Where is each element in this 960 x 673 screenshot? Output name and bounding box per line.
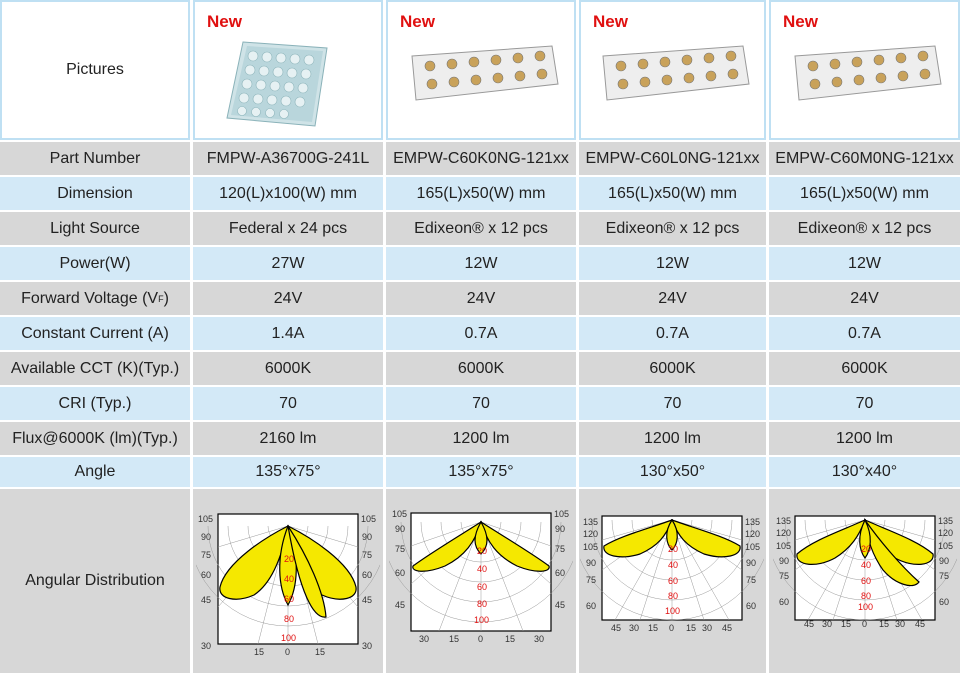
new-badge: New	[207, 12, 242, 31]
cct-value: 6000K	[386, 352, 576, 385]
row-label-cct: Available CCT (K)(Typ.)	[0, 352, 190, 385]
flux-value: 1200 lm	[769, 422, 960, 455]
picture-cell-3	[579, 0, 766, 140]
row-label-angular-distribution: Angular Distribution	[0, 489, 190, 673]
radial-label: 80	[668, 591, 679, 601]
radial-label: 40	[284, 574, 295, 584]
light-source-value: Federal x 24 pcs	[193, 212, 383, 245]
axis-label-right: 45	[555, 600, 566, 610]
dimension-value: 120(L)x100(W) mm	[193, 177, 383, 210]
axis-label-right: 75	[939, 571, 950, 581]
axis-label-left: 75	[779, 571, 790, 581]
axis-label-right: 135	[745, 517, 761, 527]
row-label-cri: CRI (Typ.)	[0, 387, 190, 420]
radial-label: 40	[477, 564, 488, 574]
radial-label: 80	[861, 591, 872, 601]
axis-label-left: 75	[395, 544, 406, 554]
axis-label-right: 30	[362, 641, 373, 651]
angle-value: 135°x75°	[193, 457, 383, 487]
light-source-value: Edixeon® x 12 pcs	[579, 212, 766, 245]
radial-label: 60	[477, 582, 488, 592]
axis-label-bottom: 45	[611, 623, 622, 633]
axis-label-bottom: 15	[254, 647, 265, 657]
axis-label-bottom: 0	[669, 623, 675, 633]
forward-voltage-label-sub: F	[158, 293, 164, 304]
angular-distribution-chart-4	[773, 510, 957, 640]
pictures-label-cell	[0, 0, 190, 140]
part-number-value: EMPW-C60L0NG-121xx	[579, 142, 766, 175]
cct-value: 6000K	[579, 352, 766, 385]
axis-label-right: 105	[938, 541, 954, 551]
angle-value: 135°x75°	[386, 457, 576, 487]
power-value: 12W	[386, 247, 576, 280]
axis-label-right: 60	[746, 601, 757, 611]
row-label-constant-current: Constant Current (A)	[0, 317, 190, 350]
radial-label: 20	[668, 544, 679, 554]
radial-label: 20	[284, 554, 295, 564]
axis-label-bottom: 30	[702, 623, 713, 633]
radial-label: 40	[668, 560, 679, 570]
product-image-strip-module	[785, 44, 945, 104]
axis-label-bottom: 0	[285, 647, 291, 657]
picture-cell-2	[386, 0, 576, 140]
forward-voltage-value: 24V	[386, 282, 576, 315]
axis-label-right: 75	[555, 544, 566, 554]
new-badge: New	[593, 12, 628, 31]
row-label-light-source: Light Source	[0, 212, 190, 245]
axis-label-left: 90	[779, 556, 790, 566]
axis-label-right: 75	[746, 575, 757, 585]
radial-label: 20	[861, 544, 872, 554]
forward-voltage-label-prefix: Forward Voltage (V	[21, 289, 159, 307]
axis-label-right: 105	[745, 542, 761, 552]
constant-current-value: 1.4A	[193, 317, 383, 350]
forward-voltage-value: 24V	[193, 282, 383, 315]
angle-value: 130°x40°	[769, 457, 960, 487]
axis-label-left: 105	[583, 542, 599, 552]
axis-label-right: 45	[362, 595, 373, 605]
radial-label: 100	[474, 615, 490, 625]
product-image-strip-module	[593, 44, 753, 104]
new-badge: New	[400, 12, 435, 31]
axis-label-bottom: 0	[478, 634, 484, 644]
axis-label-left: 90	[201, 532, 212, 542]
axis-label-right: 60	[939, 597, 950, 607]
axis-label-right: 90	[939, 556, 950, 566]
row-label-flux: Flux@6000K (lm)(Typ.)	[0, 422, 190, 455]
axis-label-left: 45	[395, 600, 406, 610]
axis-label-right: 120	[745, 529, 761, 539]
axis-label-left: 75	[586, 575, 597, 585]
radial-label: 60	[861, 576, 872, 586]
axis-label-right: 60	[555, 568, 566, 578]
angle-value: 130°x50°	[579, 457, 766, 487]
axis-label-bottom: 30	[534, 634, 545, 644]
product-image-square-module	[223, 38, 333, 130]
constant-current-value: 0.7A	[386, 317, 576, 350]
cri-value: 70	[579, 387, 766, 420]
axis-label-left: 75	[201, 550, 212, 560]
axis-label-left: 45	[201, 595, 212, 605]
row-label-dimension: Dimension	[0, 177, 190, 210]
axis-label-left: 105	[776, 541, 792, 551]
flux-value: 1200 lm	[579, 422, 766, 455]
angular-distribution-chart-3	[580, 510, 764, 640]
row-label-part-number: Part Number	[0, 142, 190, 175]
axis-label-right: 135	[938, 516, 954, 526]
radial-label: 20	[477, 546, 488, 556]
axis-label-bottom: 0	[862, 619, 868, 629]
axis-label-bottom: 30	[419, 634, 430, 644]
axis-label-right: 105	[361, 514, 377, 524]
row-label-forward-voltage	[0, 282, 190, 315]
axis-label-right: 60	[362, 570, 373, 580]
axis-label-right: 105	[554, 509, 570, 519]
part-number-value: EMPW-C60K0NG-121xx	[386, 142, 576, 175]
light-source-value: Edixeon® x 12 pcs	[386, 212, 576, 245]
radial-label: 60	[284, 594, 295, 604]
cct-value: 6000K	[769, 352, 960, 385]
power-value: 27W	[193, 247, 383, 280]
axis-label-left: 60	[201, 570, 212, 580]
cri-value: 70	[193, 387, 383, 420]
flux-value: 1200 lm	[386, 422, 576, 455]
row-label-angle: Angle	[0, 457, 190, 487]
axis-label-bottom: 45	[804, 619, 815, 629]
axis-label-bottom: 30	[895, 619, 906, 629]
picture-cell-1	[193, 0, 383, 140]
axis-label-bottom: 15	[686, 623, 697, 633]
axis-label-bottom: 15	[879, 619, 890, 629]
axis-label-bottom: 15	[841, 619, 852, 629]
axis-label-right: 120	[938, 528, 954, 538]
axis-label-left: 60	[395, 568, 406, 578]
radial-label: 80	[477, 599, 488, 609]
radial-label: 100	[858, 602, 874, 612]
radial-label: 60	[668, 576, 679, 586]
forward-voltage-value: 24V	[769, 282, 960, 315]
part-number-value: EMPW-C60M0NG-121xx	[769, 142, 960, 175]
power-value: 12W	[769, 247, 960, 280]
axis-label-bottom: 15	[449, 634, 460, 644]
cct-value: 6000K	[193, 352, 383, 385]
row-label-power: Power(W)	[0, 247, 190, 280]
axis-label-left: 30	[201, 641, 212, 651]
picture-cell-4	[769, 0, 960, 140]
forward-voltage-value: 24V	[579, 282, 766, 315]
axis-label-left: 135	[583, 517, 599, 527]
axis-label-bottom: 15	[505, 634, 516, 644]
product-image-strip-module	[402, 44, 562, 104]
constant-current-value: 0.7A	[769, 317, 960, 350]
light-source-value: Edixeon® x 12 pcs	[769, 212, 960, 245]
constant-current-value: 0.7A	[579, 317, 766, 350]
axis-label-left: 90	[395, 524, 406, 534]
axis-label-bottom: 45	[915, 619, 926, 629]
axis-label-bottom: 30	[629, 623, 640, 633]
axis-label-left: 60	[779, 597, 790, 607]
forward-voltage-label-suffix: )	[163, 289, 169, 307]
axis-label-right: 75	[362, 550, 373, 560]
cri-value: 70	[769, 387, 960, 420]
radial-label: 100	[665, 606, 681, 616]
axis-label-left: 60	[586, 601, 597, 611]
radial-label: 100	[281, 633, 297, 643]
dimension-value: 165(L)x50(W) mm	[579, 177, 766, 210]
pictures-label: Pictures	[66, 61, 124, 78]
angular-distribution-chart-1	[196, 507, 380, 657]
part-number-value: FMPW-A36700G-241L	[193, 142, 383, 175]
flux-value: 2160 lm	[193, 422, 383, 455]
axis-label-bottom: 45	[722, 623, 733, 633]
axis-label-right: 90	[362, 532, 373, 542]
axis-label-left: 135	[776, 516, 792, 526]
dimension-value: 165(L)x50(W) mm	[769, 177, 960, 210]
axis-label-right: 90	[746, 558, 757, 568]
axis-label-left: 105	[198, 514, 214, 524]
power-value: 12W	[579, 247, 766, 280]
axis-label-bottom: 30	[822, 619, 833, 629]
cri-value: 70	[386, 387, 576, 420]
axis-label-bottom: 15	[315, 647, 326, 657]
new-badge: New	[783, 12, 818, 31]
axis-label-right: 90	[555, 524, 566, 534]
angular-distribution-chart-2	[389, 506, 573, 646]
radial-label: 40	[861, 560, 872, 570]
axis-label-bottom: 15	[648, 623, 659, 633]
dimension-value: 165(L)x50(W) mm	[386, 177, 576, 210]
radial-label: 80	[284, 614, 295, 624]
axis-label-left: 120	[583, 529, 599, 539]
axis-label-left: 105	[392, 509, 408, 519]
axis-label-left: 120	[776, 528, 792, 538]
axis-label-left: 90	[586, 558, 597, 568]
